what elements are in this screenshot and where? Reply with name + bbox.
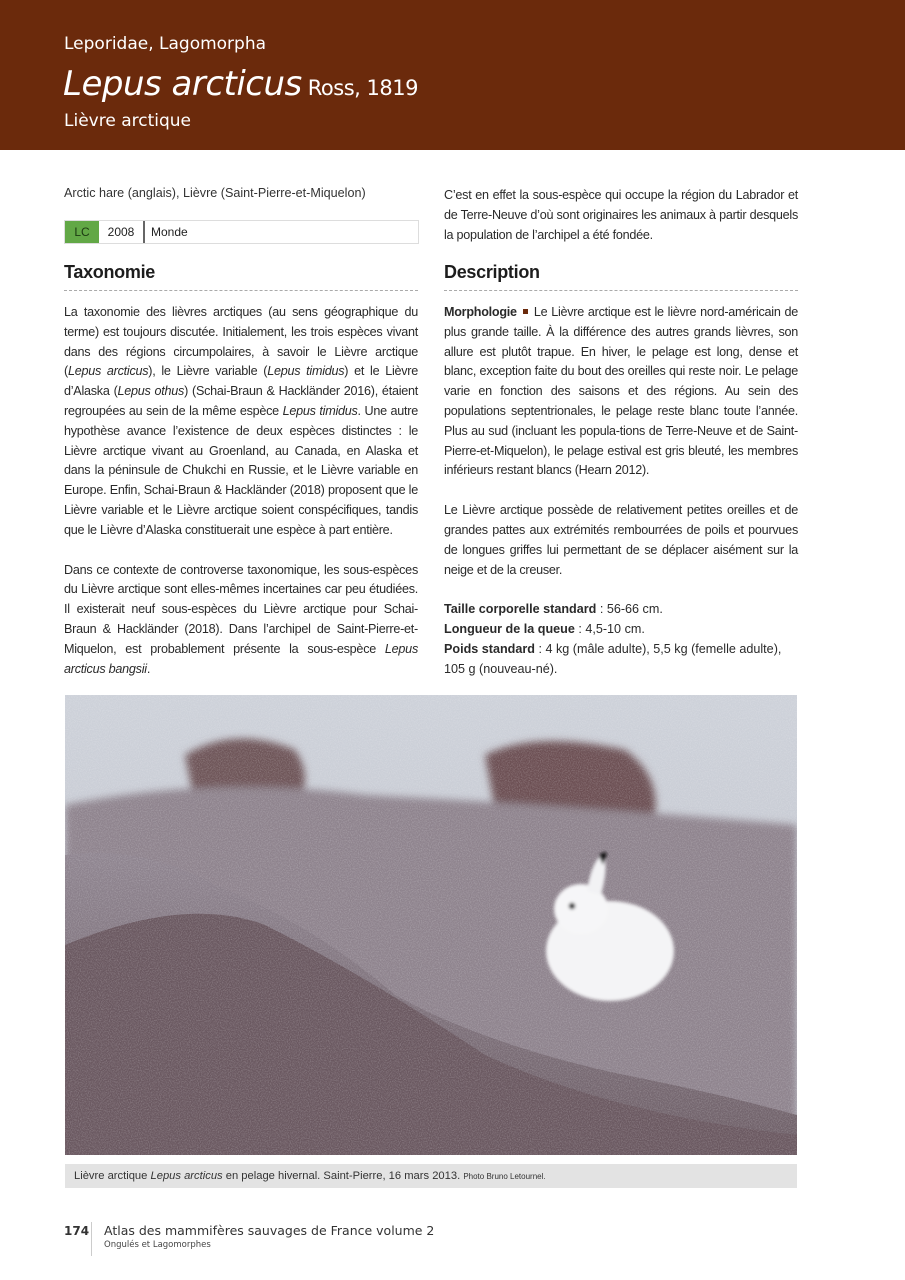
photo-illustration (65, 695, 797, 1155)
status-badge: LC (65, 221, 99, 243)
status-scope: Monde (151, 225, 188, 239)
species-author: Ross, 1819 (307, 76, 418, 100)
section-divider (444, 290, 798, 291)
footer-divider (91, 1222, 92, 1256)
measurements-list (444, 600, 798, 679)
section-title-description: Description (444, 262, 540, 282)
taxonomie-continued (444, 186, 798, 245)
arctic-hare-photo (65, 695, 797, 1155)
taxonomie-paragraph-2: Dans ce contexte de controverse taxonomique, les sous-espèces du Lièvre arctique sont elles-mêmes incertaines car peu étudiées. Il existerait neuf sous-espèces du Lièvre arctique pour Schai-Braun & Hackländer (2018). Dans l’archipel de Saint-Pierre-et-Miquelon, est probablement présente la sous-espèce Lepus arcticus bangsii. (64, 562, 418, 676)
measurement-weight: Poids standard : 4 kg (mâle adulte), 5,5 kg (femelle adulte), 105 g (nouveau-né). (444, 641, 782, 676)
photo-credit: Photo Bruno Letournel. (463, 1172, 546, 1181)
morphology-paragraph (444, 303, 798, 481)
photo-caption (65, 1164, 797, 1188)
taxonomie-paragraph-3: C’est en effet la sous-espèce qui occupe la région du Labrador et de Terre-Neuve d’où sont originaires les animaux à partir desquels la population de l’archipel a été fondée. (444, 188, 798, 242)
morphology-text: Le Lièvre arctique est le lièvre nord-américain de plus grande taille. À la différence des autres grands lièvres, son allure est plutôt trapue. En hiver, le pelage est long, dense et blanc, exception faite du bout des oreilles qui reste noir. Le pelage varie en fonction des saisons et des régions. Au sein des populations septentrionales, le pelage reste blanc toute l’année. Plus au sud (incluant les popula-tions de Terre-Neuve et de Saint-Pierre-et-Miquelon), le pelage estival est gris bleuté, les membres inférieurs restant blancs (Hearn 2012). (444, 305, 798, 478)
conservation-status-bar (64, 220, 419, 244)
scientific-name: Lepus arcticus (63, 64, 302, 104)
section-divider (64, 290, 418, 291)
caption-prefix: Lièvre arctique (74, 1170, 151, 1182)
description-paragraph-2: Le Lièvre arctique possède de relativement petites oreilles et de grandes pattes aux extrémités rembourrées de poils et pourvues de longues griffes lui permettant de se déplacer aisément sur la neige et de la creuser. (444, 503, 798, 577)
measurement-body-size: Taille corporelle standard : 56-66 cm. (444, 602, 663, 617)
section-title-taxonomie: Taxonomie (64, 262, 155, 282)
status-year: 2008 (99, 221, 145, 243)
taxonomie-column (64, 303, 418, 679)
common-name: Lièvre arctique (64, 111, 191, 131)
caption-suffix: en pelage hivernal. Saint-Pierre, 16 mars 2013. (222, 1170, 464, 1182)
page-number: 174 (64, 1224, 90, 1238)
caption-species: Lepus arcticus (150, 1170, 223, 1182)
vernacular-names: Arctic hare (anglais), Lièvre (Saint-Pierre-et-Miquelon) (64, 186, 366, 200)
species-header (0, 0, 905, 150)
book-title: Atlas des mammifères sauvages de France volume 2 (104, 1223, 435, 1238)
description-column (444, 303, 798, 680)
species-title (63, 64, 418, 104)
book-subtitle: Ongulés et Lagomorphes (104, 1240, 211, 1250)
measurement-tail-length: Longueur de la queue : 4,5-10 cm. (444, 622, 645, 637)
family-label: Leporidae, Lagomorpha (64, 34, 267, 54)
taxonomie-paragraph-1: La taxonomie des lièvres arctiques (au sens géographique du terme) est toujours discutée. Initialement, les trois espèces vivant dans des régions circumpolaires, à savoir le Lièvre arctique (Lepus arcticus), le Lièvre variable (Lepus timidus) et le Lièvre d’Alaska (Lepus othus) (Schai-Braun & Hackländer 2016), étaient regroupées au sein de la même espèce Lepus timidus. Une autre hypothèse avance l’existence de deux espèces distinctes : le Lièvre arctique vivant au Groenland, au Canada, en Alaska et dans la péninsule de Chukchi en Russie, et le Lièvre variable en Europe. Enfin, Schai-Braun & Hackländer (2018) proposent que le Lièvre variable et le Lièvre arctique soient conspécifiques, tandis que le Lièvre d’Alaska constituerait une espèce à part entière. (64, 305, 419, 537)
morphology-label: Morphologie (444, 305, 517, 319)
bullet-square-icon (523, 309, 528, 314)
